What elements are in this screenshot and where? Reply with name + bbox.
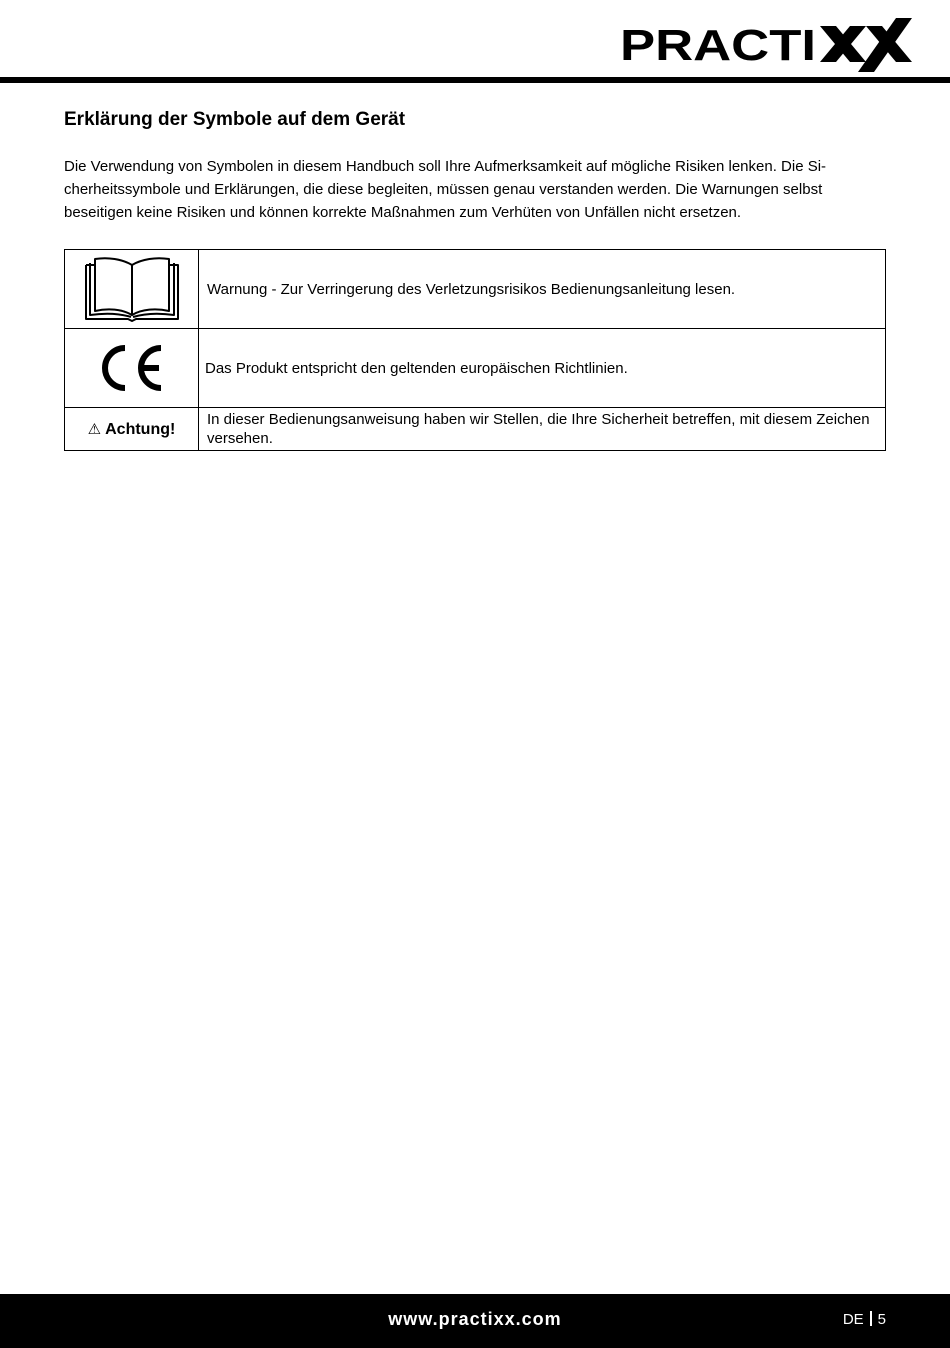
- open-manual-book-icon: [84, 255, 180, 323]
- page-header: [0, 0, 950, 84]
- page-separator: [870, 1311, 872, 1326]
- symbol-cell: [65, 408, 199, 451]
- achtung-label: [88, 421, 176, 438]
- table-row: [65, 408, 886, 451]
- symbol-cell: [65, 329, 199, 408]
- page-footer: [0, 1294, 950, 1348]
- symbol-cell: [65, 250, 199, 329]
- symbol-description: Warnung - Zur Verringerung des Verletzungsrisikos Bedienungsanleitung lesen.: [199, 250, 886, 329]
- intro-line: cherheitssymbole und Erklärungen, die diese begleiten, müssen genau verstanden werden. Die Warnungen selbst: [64, 181, 823, 198]
- footer-website-link[interactable]: www.practixx.com: [388, 1309, 562, 1329]
- practixx-logo-graphic: [620, 16, 916, 76]
- symbol-description: Das Produkt entspricht den geltenden europäischen Richtlinien.: [199, 329, 886, 408]
- warning-triangle-icon: ⚠: [87, 420, 102, 438]
- table-row: [65, 329, 886, 408]
- practixx-logo: [620, 16, 916, 76]
- logo-text-practi: PRACTI: [620, 21, 816, 70]
- language-code: DE: [842, 1311, 864, 1328]
- ce-mark-icon: [99, 344, 165, 392]
- footer-page-indicator: [843, 1310, 886, 1329]
- symbol-description: In dieser Bedienungsanweisung haben wir Stellen, die Ihre Sicherheit betreffen, mit diesem Zeichen versehen.: [199, 408, 886, 451]
- header-rule: [0, 77, 950, 83]
- table-row: [65, 250, 886, 329]
- symbols-table: [64, 249, 886, 451]
- intro-line: beseitigen keine Risiken und können korrekte Maßnahmen zum Verhüten von Unfällen nicht ersetzen.: [64, 204, 742, 221]
- intro-paragraph: [64, 155, 886, 224]
- section-title: Erklärung der Symbole auf dem Gerät: [64, 109, 406, 130]
- intro-line: Die Verwendung von Symbolen in diesem Handbuch soll Ihre Aufmerksamkeit auf mögliche Risiken lenken. Die Si-: [64, 158, 827, 175]
- achtung-text: Achtung!: [105, 420, 176, 438]
- page-number: 5: [877, 1311, 886, 1328]
